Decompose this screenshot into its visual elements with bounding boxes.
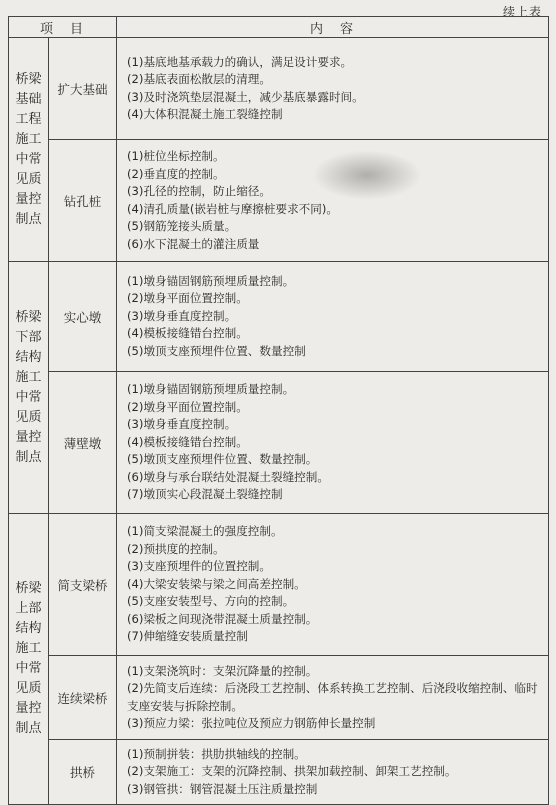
- category-line: 中常: [15, 661, 42, 676]
- content-item: (1)预制拼装：拱肋拱轴线的控制。: [127, 746, 306, 761]
- table-row: [9, 740, 549, 805]
- content-item: (5)墩顶支座预埋件位置、数量控制。: [127, 452, 318, 467]
- content-item: (6)梁板之间现浇带混凝土质量控制。: [127, 611, 318, 626]
- category-line: 桥梁: [15, 581, 42, 596]
- content-item: (2)支架施工：支架的沉降控制、拱架加载控制、卸架工艺控制。: [127, 764, 457, 779]
- content-item: (5)支座安装型号、方向的控制。: [127, 594, 295, 609]
- content-item: (4)大体积混凝土施工裂缝控制: [127, 107, 283, 121]
- content-cell: [117, 372, 549, 514]
- table-row: [9, 372, 549, 514]
- content-item: (6)水下混凝土的灌注质量: [127, 236, 260, 251]
- category-line: 量控: [15, 701, 42, 716]
- content-item: (3)预应力梁：张拉吨位及预应力钢筋伸长量控制: [127, 716, 376, 730]
- content-item: (7)伸缩缝安装质量控制: [127, 629, 248, 644]
- content-item: (7)墩顶实心段混凝土裂缝控制: [127, 487, 283, 502]
- content-item: (1)墩身锚固钢筋预埋质量控制。: [127, 273, 295, 288]
- category-line: 中常: [15, 151, 42, 167]
- content-cell: [117, 140, 549, 262]
- table-row: [9, 140, 549, 262]
- content-cell: [117, 38, 549, 140]
- content-item: (4)清孔质量(嵌岩桩与摩擦桩要求不同)。: [127, 201, 338, 216]
- content-item: (1)支架浇筑时：支架沉降量的控制。: [127, 663, 318, 678]
- category-line: 基础: [15, 91, 42, 107]
- content-item: (3)支座预埋件的位置控制。: [127, 559, 271, 574]
- category-line: 见质: [15, 171, 42, 187]
- quality-control-table: [8, 16, 549, 805]
- subitem-name: 薄壁墩: [49, 372, 117, 514]
- category-line: 见质: [15, 409, 42, 425]
- subitem-name: 钻孔桩: [49, 140, 117, 262]
- content-item: (3)钢管拱：钢管混凝土压注质量控制: [127, 781, 318, 796]
- content-item: (2)垂直度的控制。: [127, 166, 225, 181]
- content-item: (3)孔径的控制，防止缩径。: [127, 184, 271, 198]
- category-line: 施工: [15, 131, 42, 147]
- content-item: (4)模板接缝错台控制。: [127, 326, 248, 341]
- category-cell: [9, 514, 49, 805]
- content-item: (2)墩身平面位置控制。: [127, 291, 248, 306]
- category-line: 施工: [15, 641, 42, 656]
- category-line: 工程: [15, 111, 42, 127]
- table-row: [9, 38, 549, 140]
- content-item: (1)墩身锚固钢筋预埋质量控制。: [127, 382, 295, 397]
- content-item: (2)预拱度的控制。: [127, 541, 225, 556]
- header-item: 项 目: [9, 17, 117, 38]
- header-row: [9, 17, 549, 38]
- content-cell: [117, 514, 549, 656]
- content-item: (2)基底表面松散层的清理。: [127, 72, 271, 86]
- continuation-label: 续上表: [502, 5, 542, 19]
- content-item: (5)墩顶支座预埋件位置、数量控制: [127, 343, 306, 358]
- table-row: [9, 262, 549, 372]
- category-cell: [9, 38, 49, 262]
- content-item: (6)墩身与承台联结处混凝土裂缝控制。: [127, 469, 329, 484]
- content-item: (3)墩身垂直度控制。: [127, 417, 237, 432]
- content-item: (1)桩位坐标控制。: [127, 149, 225, 163]
- content-item: (2)墩身平面位置控制。: [127, 399, 248, 414]
- category-line: 制点: [15, 721, 42, 736]
- category-line: 见质: [15, 681, 42, 696]
- subitem-name: 连续梁桥: [49, 656, 117, 740]
- content-item: (2)先简支后连续：后浇段工艺控制、体系转换工艺控制、后浇段收缩控制、临时支座安装与拆除控制。: [127, 681, 538, 713]
- category-line: 上部: [15, 601, 42, 616]
- category-line: 结构: [15, 349, 42, 365]
- content-cell: [117, 656, 549, 740]
- content-cell: [117, 262, 549, 372]
- category-line: 桥梁: [15, 309, 42, 325]
- subitem-name: 扩大基础: [49, 38, 117, 140]
- category-line: 结构: [15, 621, 42, 636]
- table-row: [9, 656, 549, 740]
- category-line: 中常: [15, 389, 42, 405]
- content-item: (4)模板接缝错台控制。: [127, 434, 248, 449]
- subitem-name: 拱桥: [49, 740, 117, 805]
- category-line: 施工: [15, 369, 42, 385]
- category-cell: [9, 262, 49, 514]
- content-item: (5)钢筋笼接头质量。: [127, 219, 237, 233]
- category-line: 桥梁: [15, 71, 42, 87]
- content-item: (1)基底地基承载力的确认，满足设计要求。: [127, 54, 353, 69]
- header-content: 内 容: [117, 17, 549, 38]
- subitem-name: 简支梁桥: [49, 514, 117, 656]
- content-cell: [117, 740, 549, 805]
- category-line: 量控: [15, 191, 42, 207]
- category-line: 制点: [15, 449, 42, 465]
- category-line: 制点: [15, 211, 42, 227]
- table-row: [9, 514, 549, 656]
- category-line: 下部: [15, 329, 42, 345]
- content-item: (3)墩身垂直度控制。: [127, 308, 237, 323]
- content-item: (3)及时浇筑垫层混凝土，减少基底暴露时间。: [127, 89, 364, 104]
- content-item: (4)大梁安装梁与梁之间高差控制。: [127, 576, 306, 591]
- content-item: (1)简支梁混凝土的强度控制。: [127, 524, 283, 539]
- subitem-name: 实心墩: [49, 262, 117, 372]
- category-line: 量控: [15, 429, 42, 445]
